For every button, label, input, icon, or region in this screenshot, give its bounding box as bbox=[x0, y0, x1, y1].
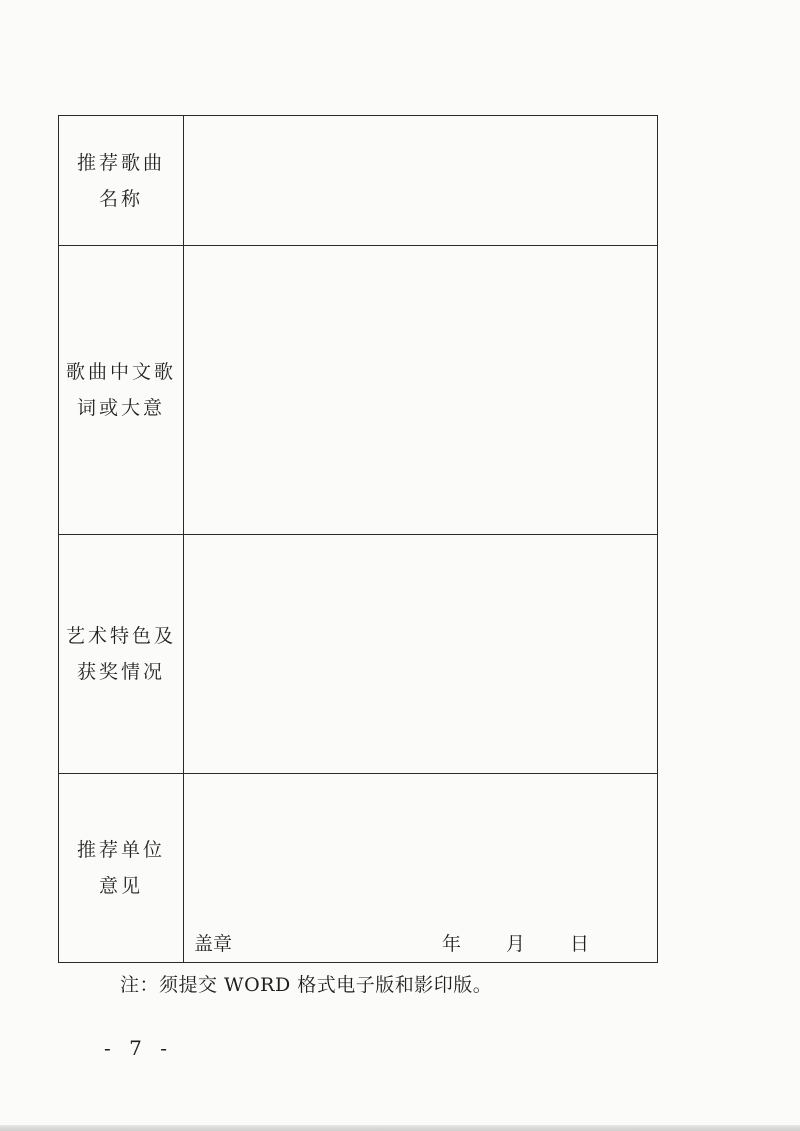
label-line: 词或大意 bbox=[76, 397, 165, 420]
label-line: 艺术特色及 bbox=[65, 625, 176, 648]
lyrics-field[interactable] bbox=[184, 246, 658, 535]
day-label: 日 bbox=[570, 933, 590, 955]
song-name-field[interactable] bbox=[184, 116, 658, 246]
seal-label: 盖章 bbox=[194, 933, 233, 955]
recommendation-form-table bbox=[58, 115, 658, 963]
unit-opinion-label bbox=[59, 773, 184, 962]
footnote: 注：须提交 WORD 格式电子版和影印版。 bbox=[120, 974, 493, 996]
label-line: 推荐歌曲 bbox=[76, 151, 165, 174]
unit-opinion-field[interactable] bbox=[184, 773, 658, 962]
artistic-features-field[interactable] bbox=[184, 535, 658, 773]
form-row-lyrics bbox=[59, 246, 658, 535]
lyrics-label bbox=[59, 246, 184, 535]
month-label: 月 bbox=[506, 933, 526, 955]
label-line: 推荐单位 bbox=[76, 838, 165, 861]
form-row-artistic-features bbox=[59, 535, 658, 773]
label-line: 歌曲中文歌 bbox=[65, 361, 176, 384]
label-line: 名称 bbox=[98, 187, 143, 210]
artistic-features-label bbox=[59, 535, 184, 773]
scan-edge bbox=[0, 1125, 800, 1131]
song-name-label bbox=[59, 116, 184, 246]
page-number: - 7 - bbox=[104, 1036, 173, 1060]
label-line: 意见 bbox=[98, 874, 143, 897]
form-row-unit-opinion bbox=[59, 773, 658, 962]
year-label: 年 bbox=[442, 933, 462, 955]
label-line: 获奖情况 bbox=[76, 661, 165, 684]
form-row-song-name bbox=[59, 116, 658, 246]
